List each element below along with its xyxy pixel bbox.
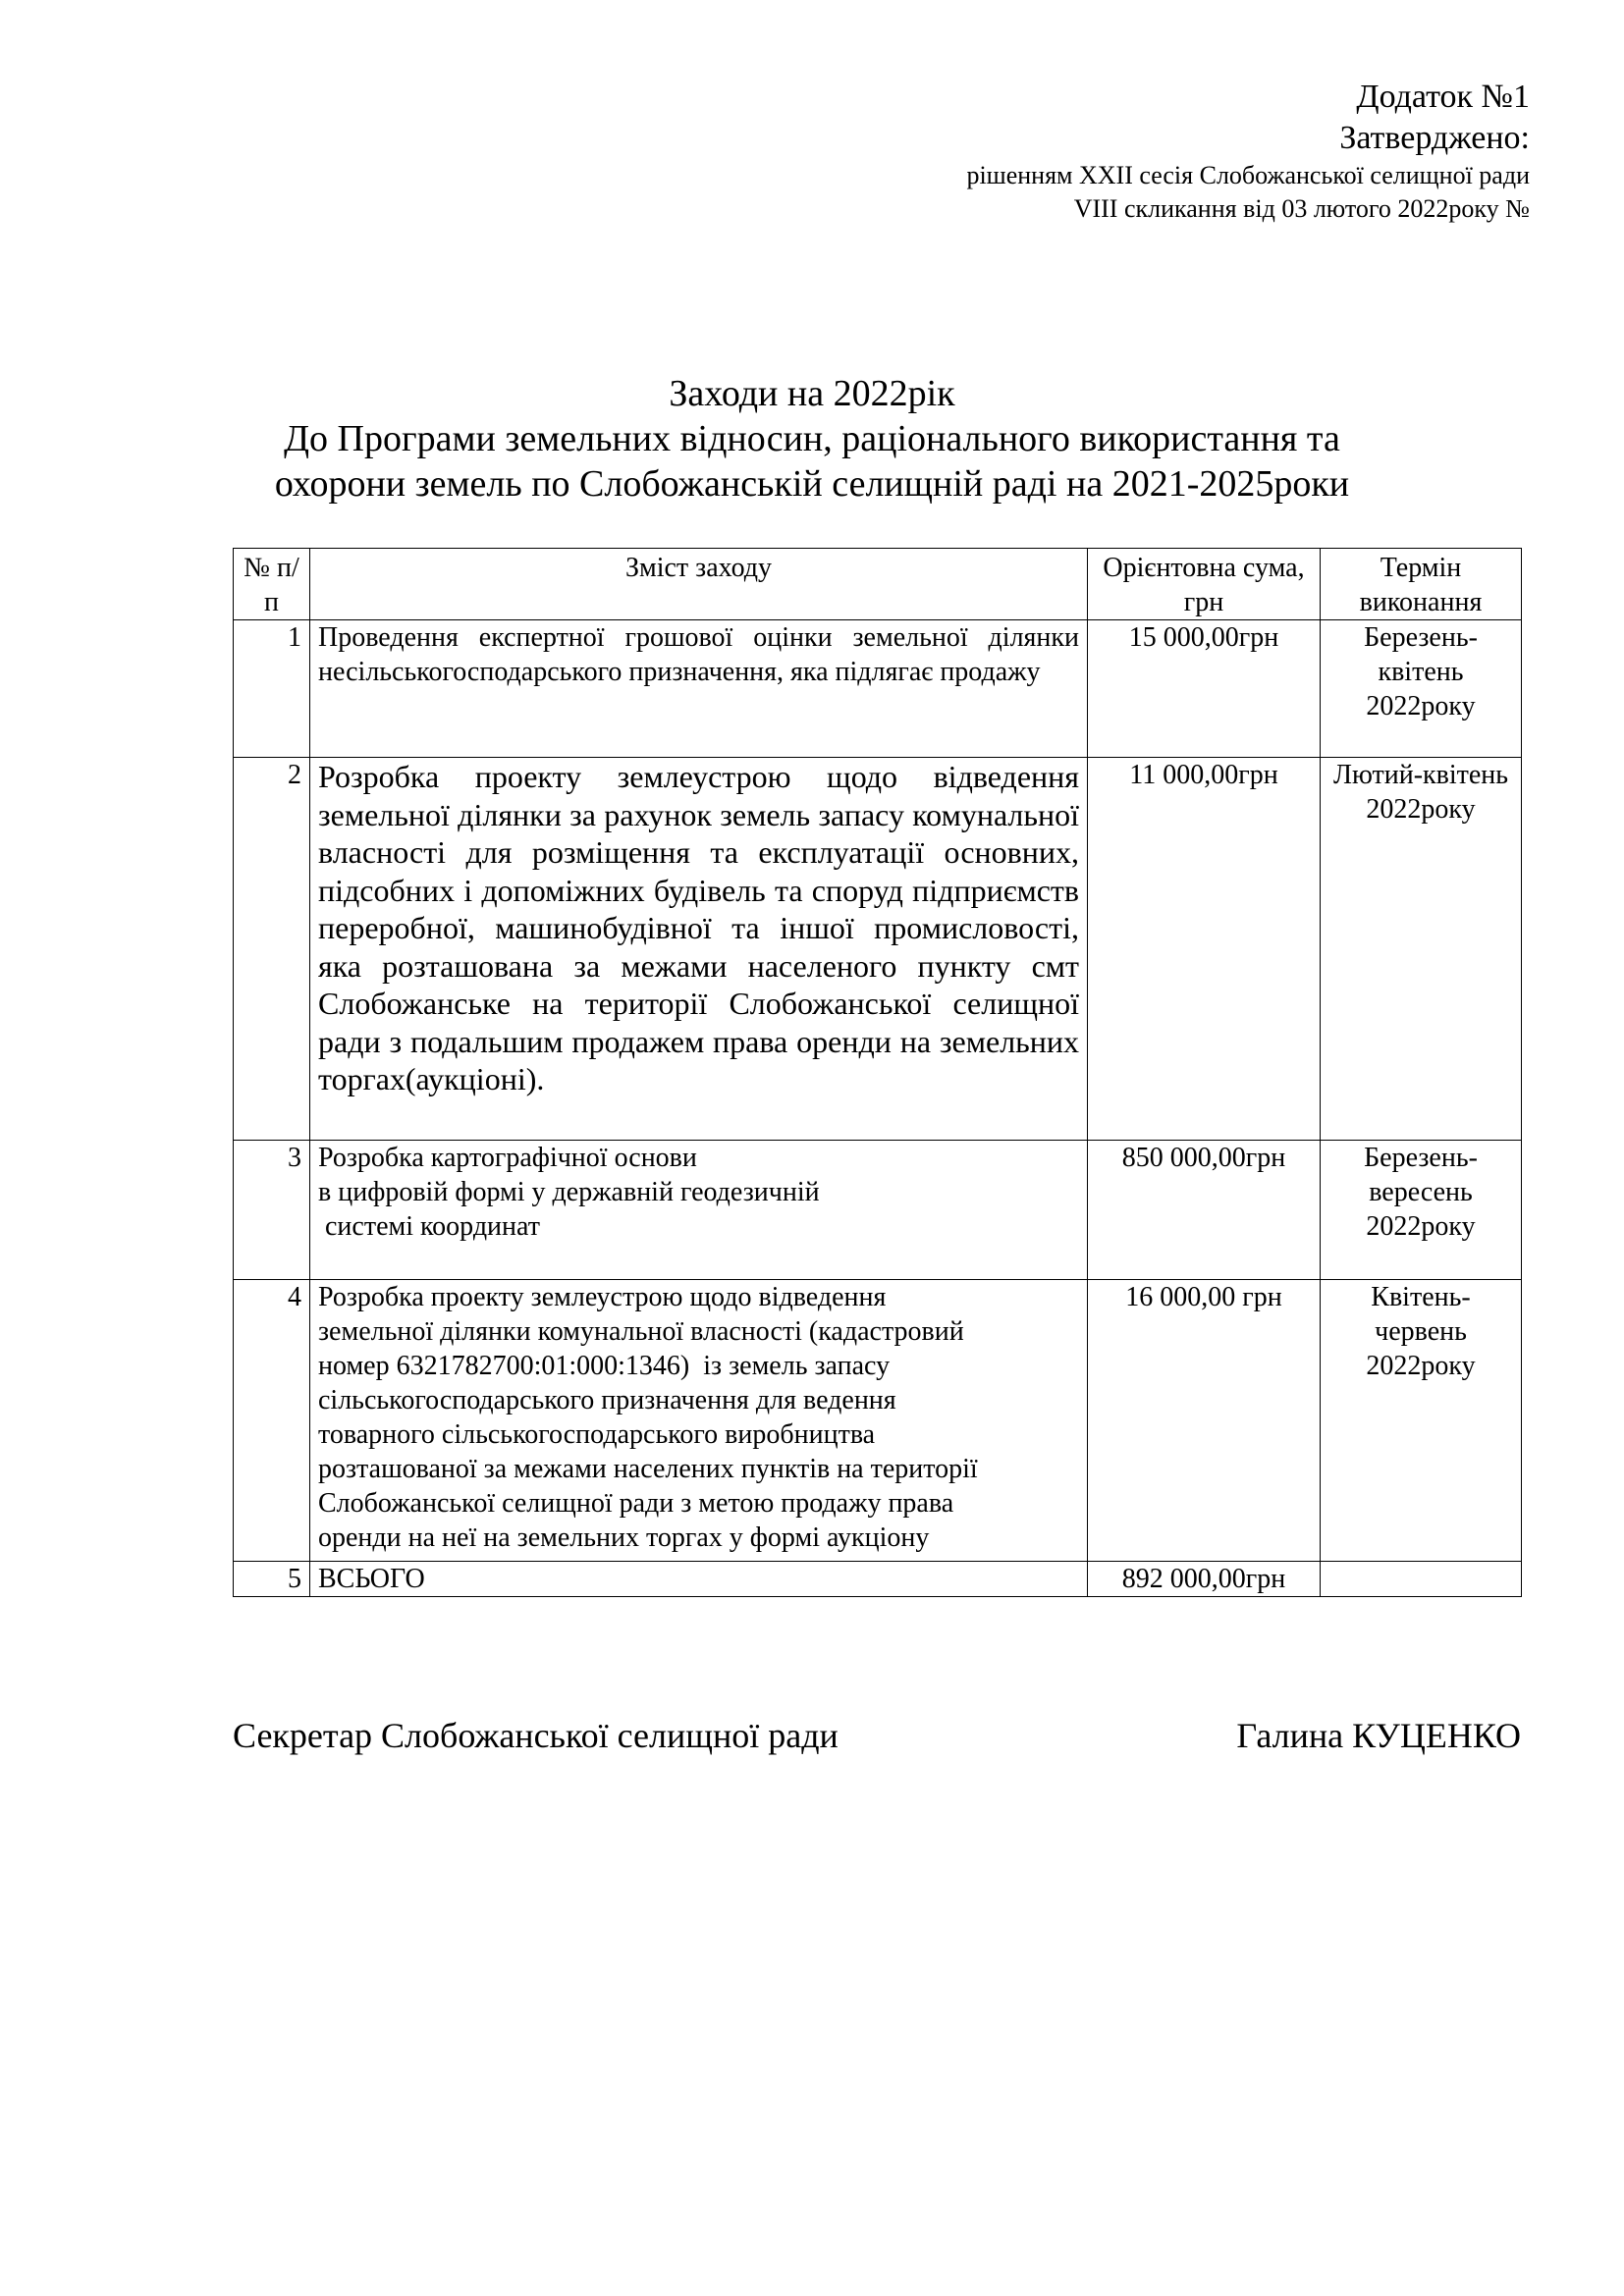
content-line: в цифровій формі у державній геодезичній [318,1177,820,1207]
header-term: Термін виконання [1321,549,1522,620]
row-content: Розробка проекту землеустрою щодо відведення земельної ділянки за рахунок земель запасу комунальної власності для розміщення та експлуатації основних, підсобних і допоміжних будівель та споруд підприємств переробної, машинобудівної та іншої промисловості, яка розташована за межами населеного пункту смт Слобожанське на території Слобожанської селищної ради з подальшим продажем права оренди на земельних торгах(аукціоні). [310,758,1088,1141]
content-line: номер 6321782700:01:000:1346) із земель запасу [318,1351,891,1381]
content-line: оренди на неї на земельних торгах у формі аукціону [318,1522,930,1553]
row-no: 4 [234,1280,310,1562]
document-title [0,371,1624,507]
measures-table [233,548,1522,1597]
row-term: Березень-квітень 2022року [1321,620,1522,758]
table-row [234,758,1522,1141]
row-no: 5 [234,1562,310,1597]
table-row [234,1280,1522,1562]
header-content: Зміст заходу [310,549,1088,620]
header-sum: Орієнтовна сума, грн [1088,549,1321,620]
approved-label: Затверджено: [1339,120,1530,156]
table-total-row [234,1562,1522,1597]
content-line: розташованої за межами населених пунктів на території [318,1454,978,1484]
row-sum: 16 000,00 грн [1088,1280,1321,1562]
header-no: № п/п [234,549,310,620]
approval-block [966,77,1530,226]
signatory-position: Секретар Слобожанської селищної ради [233,1716,839,1755]
row-content [310,1141,1088,1280]
convocation-line: VIII скликання від 03 лютого 2022року № [1073,194,1530,223]
row-sum: 11 000,00грн [1088,758,1321,1141]
content-line: системі координат [318,1211,540,1242]
row-term [1321,1562,1522,1597]
content-line: Слобожанської селищної ради з метою продажу права [318,1488,954,1519]
total-sum: 892 000,00грн [1088,1562,1321,1597]
row-term: Березень-вересень 2022року [1321,1141,1522,1280]
title-line-3: охорони земель по Слобожанській селищній раді на 2021-2025роки [274,463,1350,505]
row-content: ВСЬОГО [310,1562,1088,1597]
content-line: Розробка проекту землеустрою щодо відведення [318,1282,887,1312]
content-line: земельної ділянки комунальної власності (кадастровий [318,1316,964,1347]
row-content [310,1280,1088,1562]
row-term: Квітень-червень 2022року [1321,1280,1522,1562]
content-line: товарного сільськогосподарського виробництва [318,1419,876,1450]
table-row [234,620,1522,758]
decision-line: рішенням XXII сесія Слобожанської селищної ради [966,161,1530,189]
row-term: Лютий-квітень 2022року [1321,758,1522,1141]
title-line-1: Заходи на 2022рік [669,373,955,414]
row-sum: 850 000,00грн [1088,1141,1321,1280]
row-no: 2 [234,758,310,1141]
row-no: 1 [234,620,310,758]
appendix-number: Додаток №1 [1356,79,1530,115]
signatory-name: Галина КУЦЕНКО [1236,1716,1521,1755]
content-line: Розробка картографічної основи [318,1143,697,1173]
table-row [234,1141,1522,1280]
title-line-2: До Програми земельних відносин, раціонального використання та [284,418,1340,459]
table-header-row [234,549,1522,620]
row-content: Проведення експертної грошової оцінки земельної ділянки несільськогосподарського призначення, яка підлягає продажу [310,620,1088,758]
row-no: 3 [234,1141,310,1280]
row-sum: 15 000,00грн [1088,620,1321,758]
content-line: сільськогосподарського призначення для ведення [318,1385,896,1415]
